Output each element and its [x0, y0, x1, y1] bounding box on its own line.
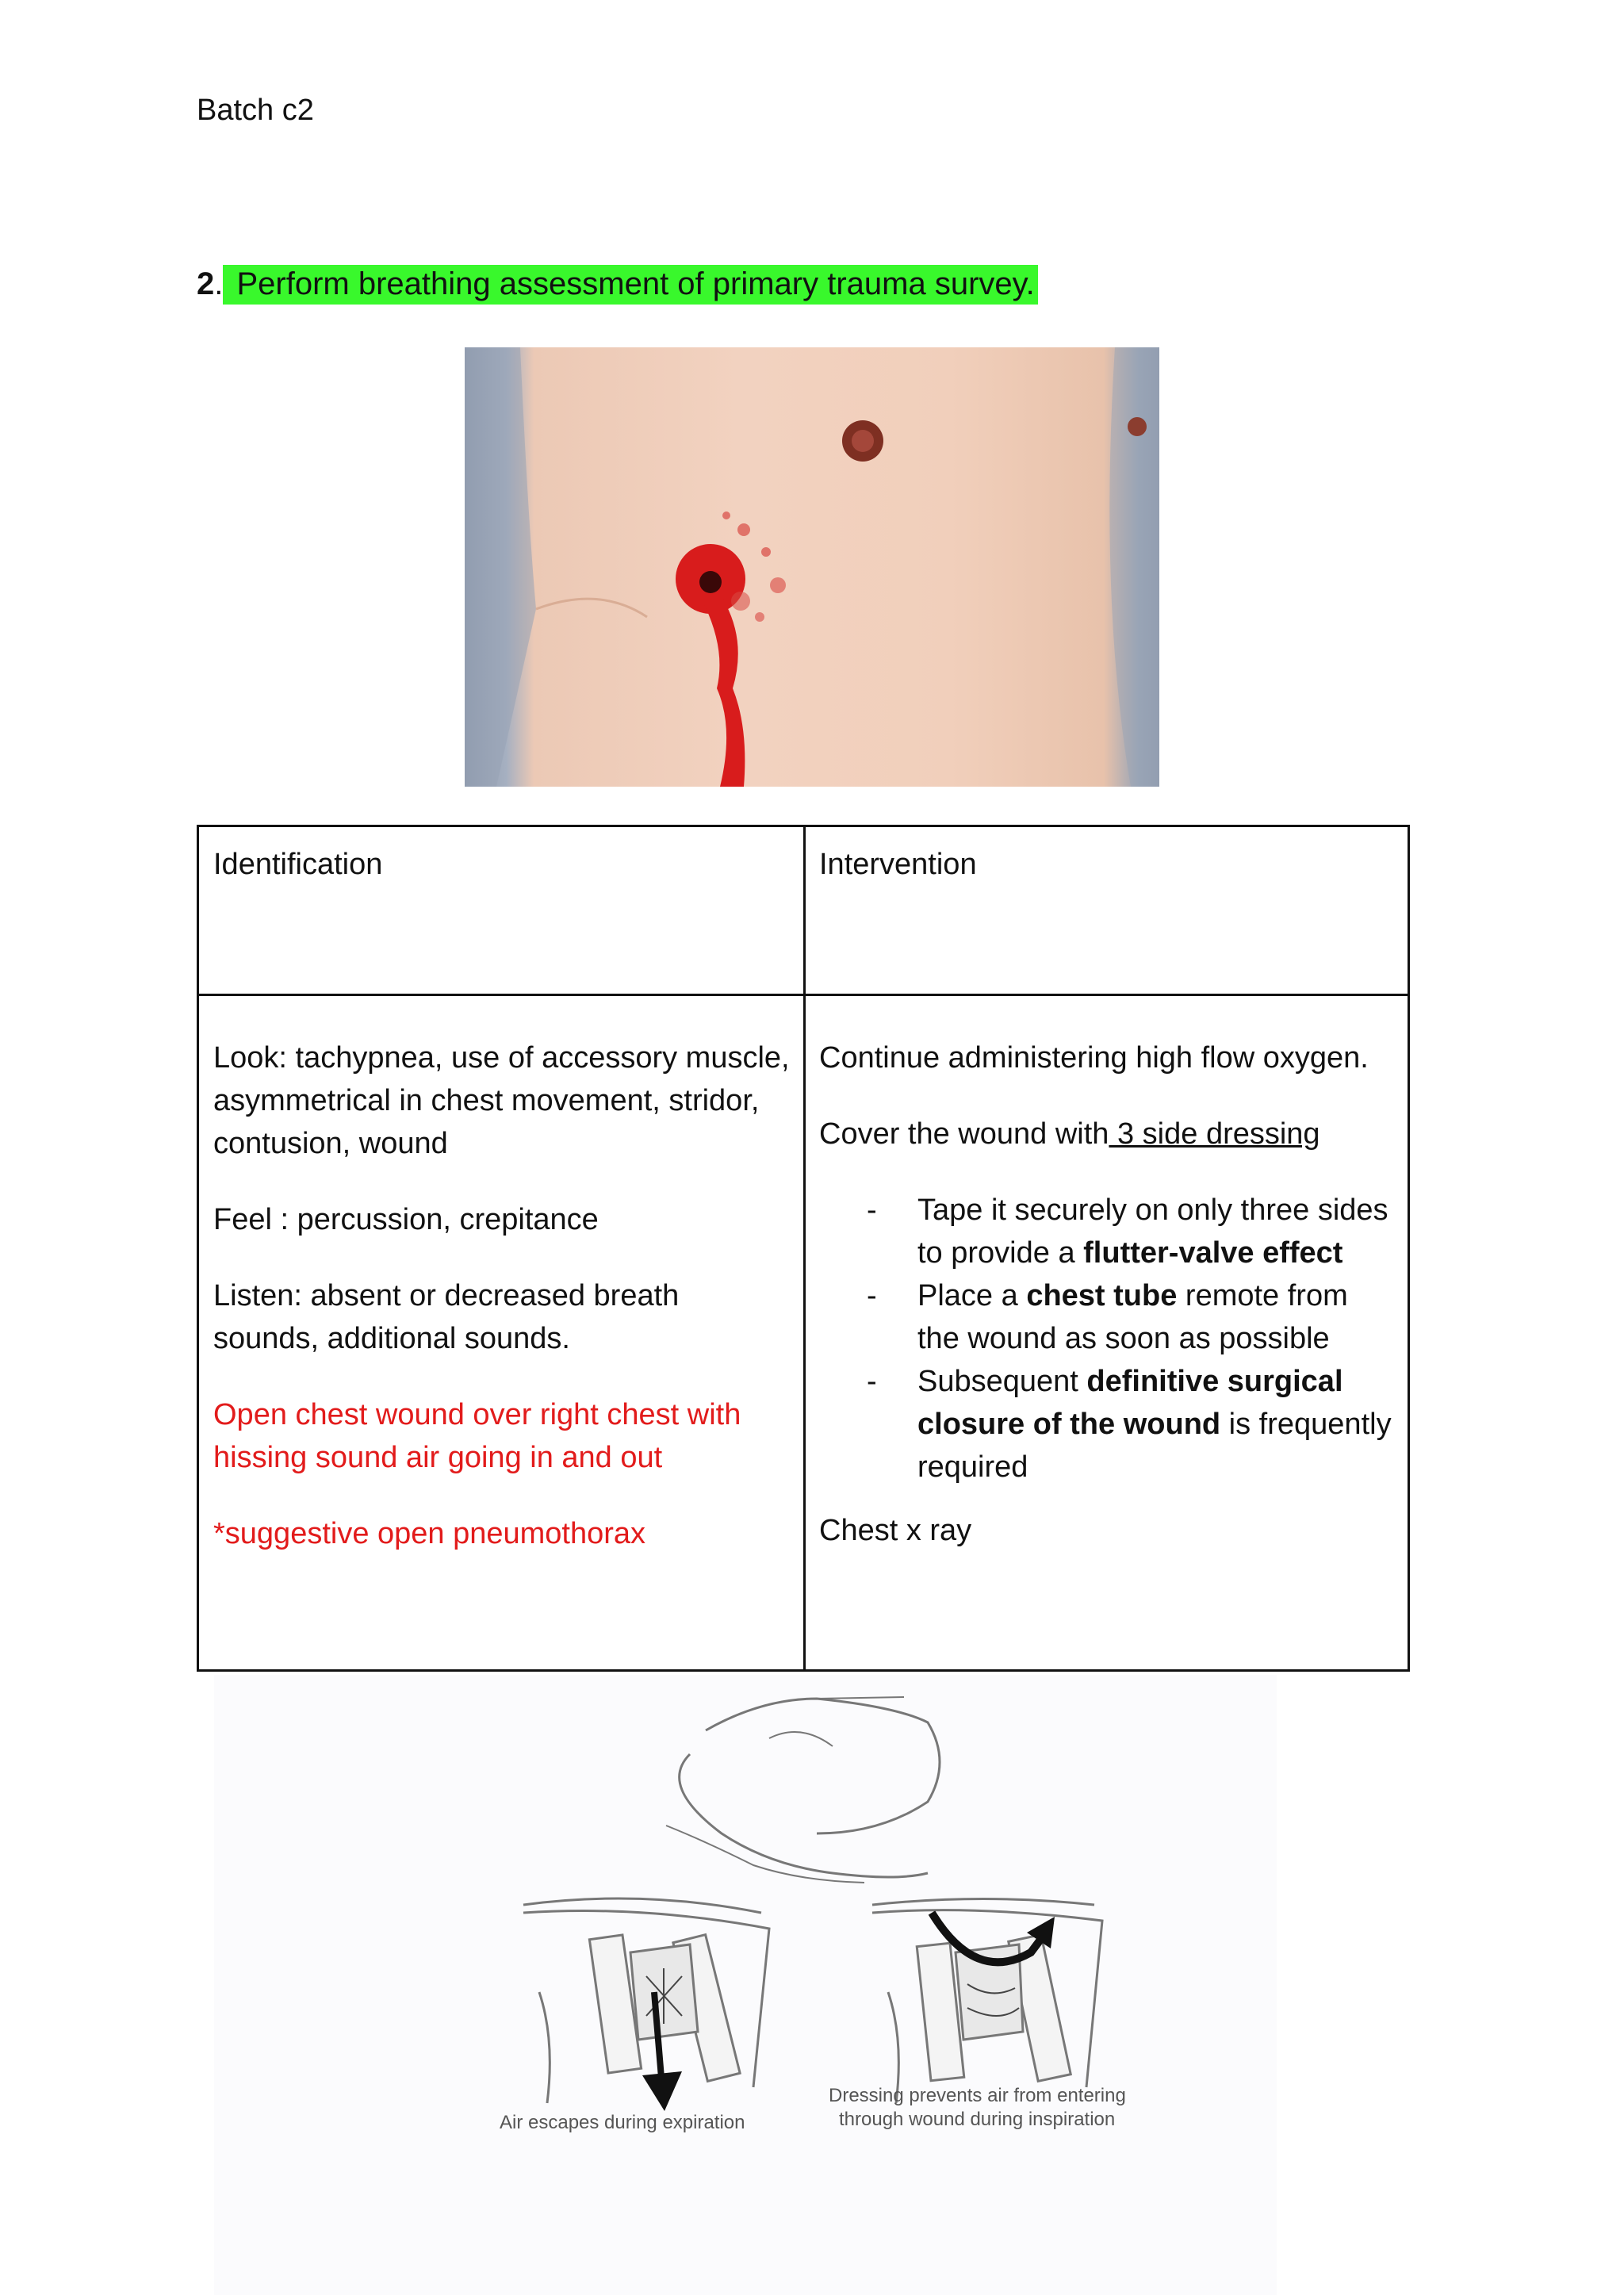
- caption-inspiration-1: Dressing prevents air from entering: [829, 2085, 1126, 2106]
- oxygen-text: Continue administering high flow oxygen.: [819, 1041, 1369, 1075]
- question-heading: [197, 266, 1038, 302]
- intervention-list: [819, 1189, 1398, 1488]
- dash-marker: -: [867, 1365, 877, 1398]
- suggestive-text: *suggestive open pneumothorax: [213, 1517, 646, 1550]
- header-intervention: Intervention: [819, 848, 977, 881]
- bullet-bold: chest tube: [1026, 1279, 1178, 1312]
- column-divider: [803, 827, 806, 1669]
- bullet-text: Place a: [917, 1279, 1027, 1312]
- bullet-text: remote from the wound as soon as possible: [917, 1279, 1348, 1355]
- cover-text: [819, 1113, 1398, 1155]
- listen-text: Listen: absent or decreased breath sounds, additional sounds.: [213, 1279, 680, 1355]
- header-divider: [199, 994, 1408, 996]
- list-item: [819, 1360, 1398, 1488]
- assessment-table: [197, 825, 1410, 1672]
- caption-expiration: Air escapes during expiration: [500, 2112, 745, 2133]
- list-item: [819, 1189, 1398, 1274]
- feel-text: Feel : percussion, crepitance: [213, 1203, 599, 1236]
- question-number: 2: [197, 266, 215, 301]
- question-text: Perform breathing assessment of primary trauma survey.: [223, 265, 1037, 305]
- header-label: Batch c2: [197, 94, 314, 127]
- bullet-text: Tape it securely on only three sides to provide a: [917, 1193, 1388, 1270]
- bullet-text: is frequently required: [917, 1408, 1392, 1484]
- identification-cell: [213, 1036, 792, 1588]
- chest-wound-photo: [465, 347, 1159, 787]
- bullet-bold: flutter-valve effect: [1083, 1236, 1343, 1270]
- dash-marker: -: [867, 1279, 877, 1312]
- caption-inspiration-2: through wound during inspiration: [839, 2109, 1116, 2130]
- look-text: Look: tachypnea, use of accessory muscle, asymmetrical in chest movement, stridor, contusion, wound: [213, 1041, 790, 1160]
- finding-text: Open chest wound over right chest with hissing sound air going in and out: [213, 1398, 741, 1474]
- intervention-cell: [819, 1036, 1398, 1585]
- cover-prefix: Cover the wound with: [819, 1117, 1109, 1151]
- bullet-bold: definitive surgical closure of the wound: [917, 1365, 1343, 1441]
- question-separator: .: [214, 266, 224, 301]
- bullet-text: Subsequent: [917, 1365, 1087, 1398]
- header-identification: Identification: [213, 848, 383, 881]
- three-side-dressing: 3 side dressing: [1109, 1117, 1320, 1151]
- xray-text: Chest x ray: [819, 1514, 972, 1547]
- dressing-diagram: [214, 1675, 1277, 2295]
- dash-marker: -: [867, 1193, 877, 1227]
- list-item: [819, 1274, 1398, 1360]
